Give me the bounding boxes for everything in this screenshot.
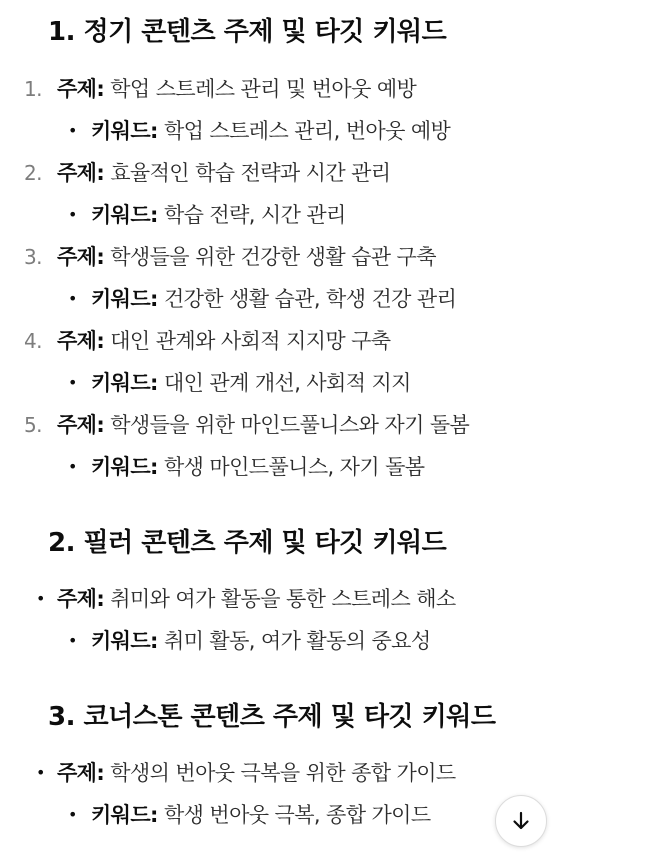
keyword-text: 학습 전략, 시간 관리 (163, 203, 346, 227)
bullet-icon: • (68, 631, 77, 650)
topic-text: 학생들을 위한 건강한 생활 습관 구축 (110, 245, 436, 269)
topic-text: 대인 관계와 사회적 지지망 구축 (110, 329, 391, 353)
list-number: 2. (24, 161, 42, 185)
topic-label: 주제: (57, 761, 105, 785)
topic-label: 주제: (57, 587, 105, 611)
bullet-icon: • (36, 589, 45, 608)
bullet-icon: • (68, 805, 77, 824)
topic-label: 주제: (57, 77, 105, 101)
section-heading-filler: 2. 필러 콘텐츠 주제 및 타깃 키워드 (48, 528, 447, 558)
topic-text: 취미와 여가 활동을 통한 스트레스 해소 (110, 587, 456, 611)
keyword-label: 키워드: (91, 803, 158, 827)
topic-text: 학생의 번아웃 극복을 위한 종합 가이드 (110, 761, 456, 785)
bullet-icon: • (68, 121, 77, 140)
topic-label: 주제: (57, 329, 105, 353)
keyword-label: 키워드: (91, 629, 158, 653)
list-number: 3. (24, 245, 42, 269)
topic-text: 학업 스트레스 관리 및 번아웃 예방 (110, 77, 417, 101)
arrow-down-icon (510, 810, 532, 832)
bullet-icon: • (36, 763, 45, 782)
keyword-text: 대인 관계 개선, 사회적 지지 (163, 371, 411, 395)
keyword-text: 학생 마인드풀니스, 자기 돌봄 (163, 455, 425, 479)
topic-text: 학생들을 위한 마인드풀니스와 자기 돌봄 (110, 413, 470, 437)
keyword-text: 학업 스트레스 관리, 번아웃 예방 (163, 119, 451, 143)
section-heading-cornerstone: 3. 코너스톤 콘텐츠 주제 및 타깃 키워드 (48, 702, 496, 732)
keyword-label: 키워드: (91, 287, 158, 311)
keyword-text: 학생 번아웃 극복, 종합 가이드 (163, 803, 431, 827)
keyword-label: 키워드: (91, 455, 158, 479)
bullet-icon: • (68, 289, 77, 308)
topic-label: 주제: (57, 245, 105, 269)
keyword-label: 키워드: (91, 119, 158, 143)
list-number: 1. (24, 77, 42, 101)
topic-text: 효율적인 학습 전략과 시간 관리 (110, 161, 391, 185)
bullet-icon: • (68, 205, 77, 224)
topic-label: 주제: (57, 161, 105, 185)
topic-label: 주제: (57, 413, 105, 437)
list-number: 4. (24, 329, 42, 353)
bullet-icon: • (68, 457, 77, 476)
keyword-text: 취미 활동, 여가 활동의 중요성 (163, 629, 431, 653)
keyword-label: 키워드: (91, 371, 158, 395)
list-number: 5. (24, 413, 42, 437)
bullet-icon: • (68, 373, 77, 392)
keyword-text: 건강한 생활 습관, 학생 건강 관리 (163, 287, 457, 311)
scroll-to-bottom-button[interactable] (495, 795, 547, 847)
keyword-label: 키워드: (91, 203, 158, 227)
section-heading-regular: 1. 정기 콘텐츠 주제 및 타깃 키워드 (48, 17, 447, 47)
